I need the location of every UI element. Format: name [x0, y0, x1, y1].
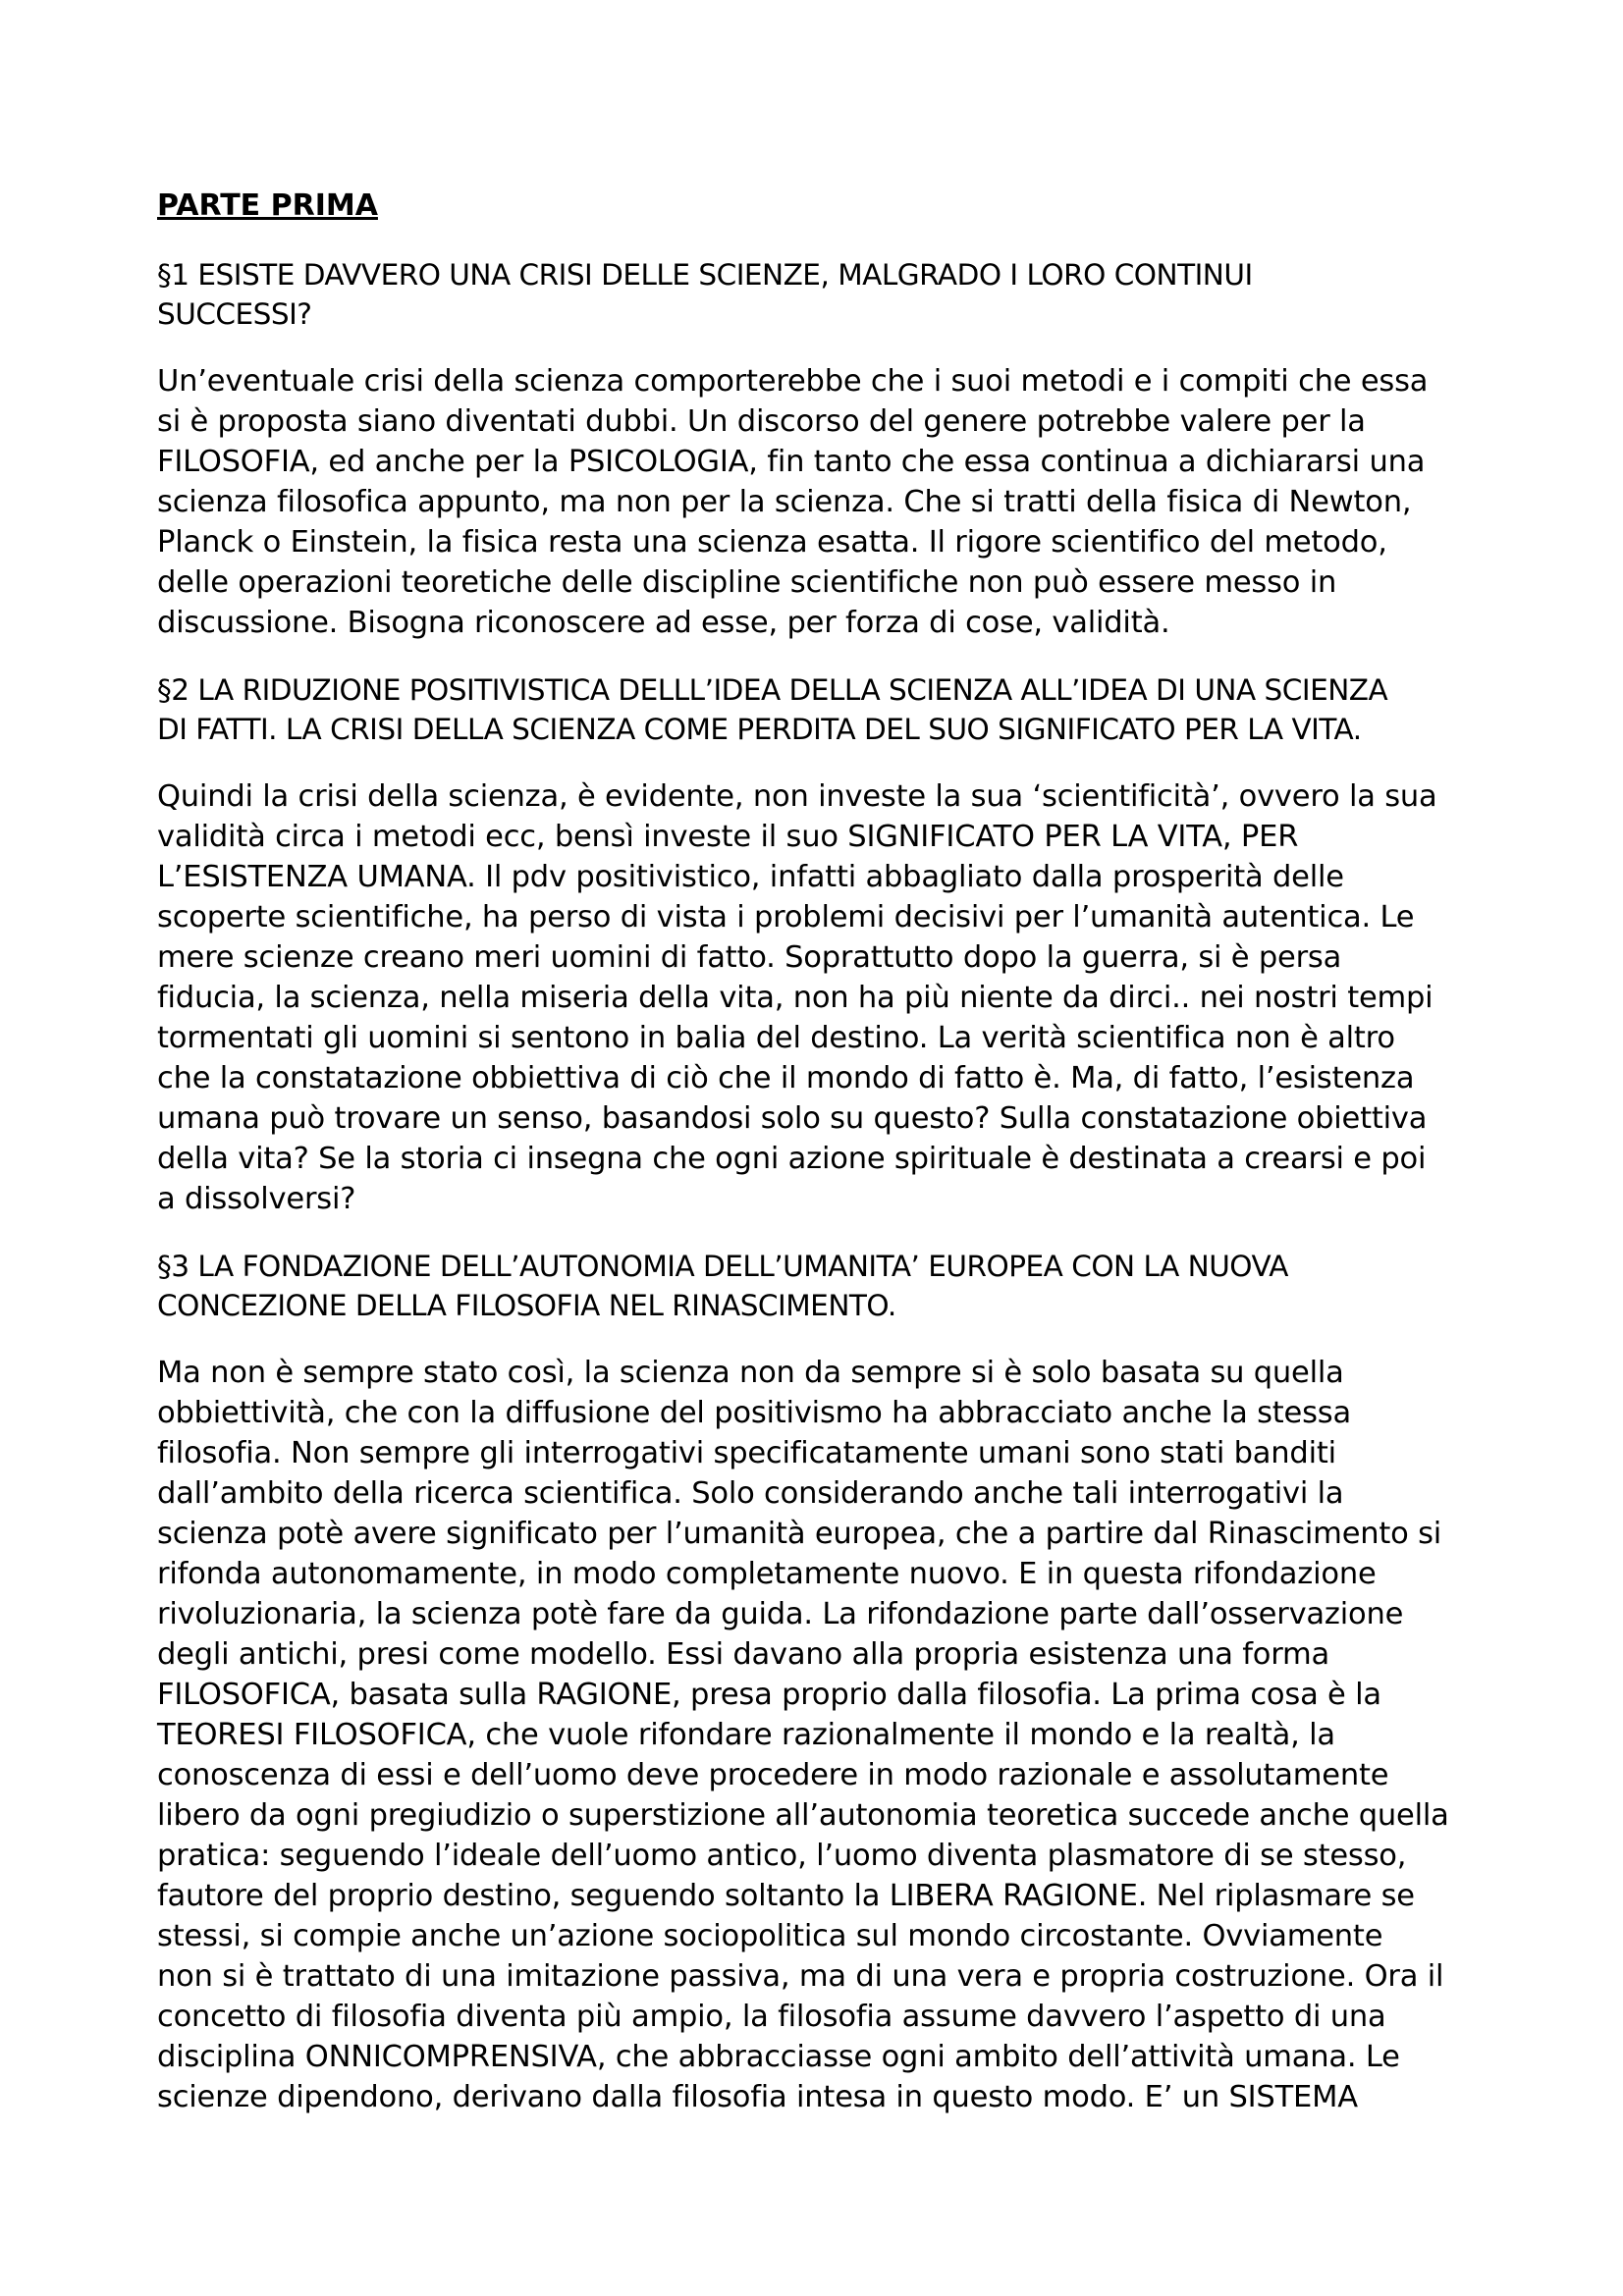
heading-line: §3 LA FONDAZIONE DELL’AUTONOMIA DELL’UMANITA’ EUROPEA CON LA NUOVA: [157, 1250, 1288, 1283]
text-line: scienza filosofica appunto, ma non per la scienza. Che si tratti della fisica di Newton,: [157, 485, 1412, 519]
text-line: rifonda autonomamente, in modo completamente nuovo. E in questa rifondazione: [157, 1557, 1377, 1591]
text-line: umana può trovare un senso, basandosi solo su questo? Sulla constatazione obiettiva: [157, 1101, 1428, 1136]
text-line: tormentati gli uomini si sentono in balia del destino. La verità scientifica non è altro: [157, 1021, 1395, 1055]
heading-line: DI FATTI. LA CRISI DELLA SCIENZA COME PERDITA DEL SUO SIGNIFICATO PER LA VITA.: [157, 713, 1362, 746]
text-line: dall’ambito della ricerca scientifica. Solo considerando anche tali interrogativi la: [157, 1476, 1344, 1511]
text-line: non si è trattato di una imitazione passiva, ma di una vera e propria costruzione. Ora il: [157, 1959, 1444, 1994]
text-line: conoscenza di essi e dell’uomo deve procedere in modo razionale e assolutamente: [157, 1758, 1389, 1792]
text-line: FILOSOFIA, ed anche per la PSICOLOGIA, fin tanto che essa continua a dichiararsi una: [157, 445, 1426, 479]
document-title: PARTE PRIMA: [157, 188, 378, 223]
text-line: FILOSOFICA, basata sulla RAGIONE, presa proprio dalla filosofia. La prima cosa è la: [157, 1678, 1381, 1712]
text-line: Quindi la crisi della scienza, è evidente, non investe la sua ‘scientificità’, ovvero la sua: [157, 779, 1437, 814]
section-2: [157, 670, 1492, 1219]
section-paragraph: [157, 776, 1492, 1219]
text-line: scienza potè avere significato per l’umanità europea, che a partire dal Rinascimento si: [157, 1517, 1442, 1551]
section-1: [157, 255, 1492, 643]
text-line: TEORESI FILOSOFICA, che vuole rifondare razionalmente il mondo e la realtà, la: [157, 1718, 1335, 1752]
section-paragraph: [157, 361, 1492, 643]
text-line: degli antichi, presi come modello. Essi davano alla propria esistenza una forma: [157, 1637, 1330, 1672]
text-line: Un’eventuale crisi della scienza comporterebbe che i suoi metodi e i compiti che essa: [157, 364, 1429, 399]
section-heading: [157, 255, 1492, 334]
text-line: si è proposta siano diventati dubbi. Un discorso del genere potrebbe valere per la: [157, 404, 1366, 439]
text-line: validità circa i metodi ecc, bensì investe il suo SIGNIFICATO PER LA VITA, PER: [157, 820, 1299, 854]
text-line: rivoluzionaria, la scienza potè fare da guida. La rifondazione parte dall’osservazione: [157, 1597, 1404, 1631]
text-line: libero da ogni pregiudizio o superstizione all’autonomia teoretica succede anche quella: [157, 1798, 1449, 1833]
text-line: fautore del proprio destino, seguendo soltanto la LIBERA RAGIONE. Nel riplasmare se: [157, 1879, 1415, 1913]
text-line: discussione. Bisogna riconoscere ad esse, per forza di cose, validità.: [157, 606, 1170, 640]
text-line: che la constatazione obbiettiva di ciò che il mondo di fatto è. Ma, di fatto, l’esistenza: [157, 1061, 1415, 1095]
text-line: stessi, si compie anche un’azione sociopolitica sul mondo circostante. Ovviamente: [157, 1919, 1383, 1953]
text-line: Ma non è sempre stato così, la scienza non da sempre si è solo basata su quella: [157, 1356, 1344, 1390]
section-3: [157, 1247, 1492, 2117]
text-line: disciplina ONNICOMPRENSIVA, che abbracciasse ogni ambito dell’attività umana. Le: [157, 2040, 1400, 2074]
text-line: pratica: seguendo l’ideale dell’uomo antico, l’uomo diventa plasmatore di se stesso,: [157, 1839, 1407, 1873]
text-line: fiducia, la scienza, nella miseria della vita, non ha più niente da dirci.. nei nostri tempi: [157, 981, 1434, 1015]
text-line: delle operazioni teoretiche delle discipline scientifiche non può essere messo in: [157, 565, 1337, 600]
text-line: filosofia. Non sempre gli interrogativi specificatamente umani sono stati banditi: [157, 1436, 1336, 1470]
text-line: scienze dipendono, derivano dalla filosofia intesa in questo modo. E’ un SISTEMA: [157, 2080, 1358, 2114]
text-line: mere scienze creano meri uomini di fatto. Soprattutto dopo la guerra, si è persa: [157, 940, 1342, 975]
text-line: L’ESISTENZA UMANA. Il pdv positivistico, infatti abbagliato dalla prosperità delle: [157, 860, 1344, 894]
document-body: [157, 187, 1492, 2145]
section-heading: [157, 670, 1492, 749]
heading-line: §1 ESISTE DAVVERO UNA CRISI DELLE SCIENZE, MALGRADO I LORO CONTINUI: [157, 258, 1253, 292]
text-line: obbiettività, che con la diffusione del positivismo ha abbracciato anche la stessa: [157, 1396, 1351, 1430]
section-heading: [157, 1247, 1492, 1325]
section-paragraph: [157, 1353, 1492, 2117]
text-line: della vita? Se la storia ci insegna che ogni azione spirituale è destinata a crearsi e poi: [157, 1142, 1427, 1176]
text-line: Planck o Einstein, la fisica resta una scienza esatta. Il rigore scientifico del metodo,: [157, 525, 1387, 560]
heading-line: §2 LA RIDUZIONE POSITIVISTICA DELLL’IDEA DELLA SCIENZA ALL’IDEA DI UNA SCIENZA: [157, 673, 1388, 707]
text-line: a dissolversi?: [157, 1182, 356, 1216]
heading-line: CONCEZIONE DELLA FILOSOFIA NEL RINASCIMENTO.: [157, 1289, 896, 1322]
heading-line: SUCCESSI?: [157, 297, 312, 331]
text-line: concetto di filosofia diventa più ampio, la filosofia assume davvero l’aspetto di una: [157, 2000, 1386, 2034]
text-line: scoperte scientifiche, ha perso di vista i problemi decisivi per l’umanità autentica. Le: [157, 900, 1415, 934]
